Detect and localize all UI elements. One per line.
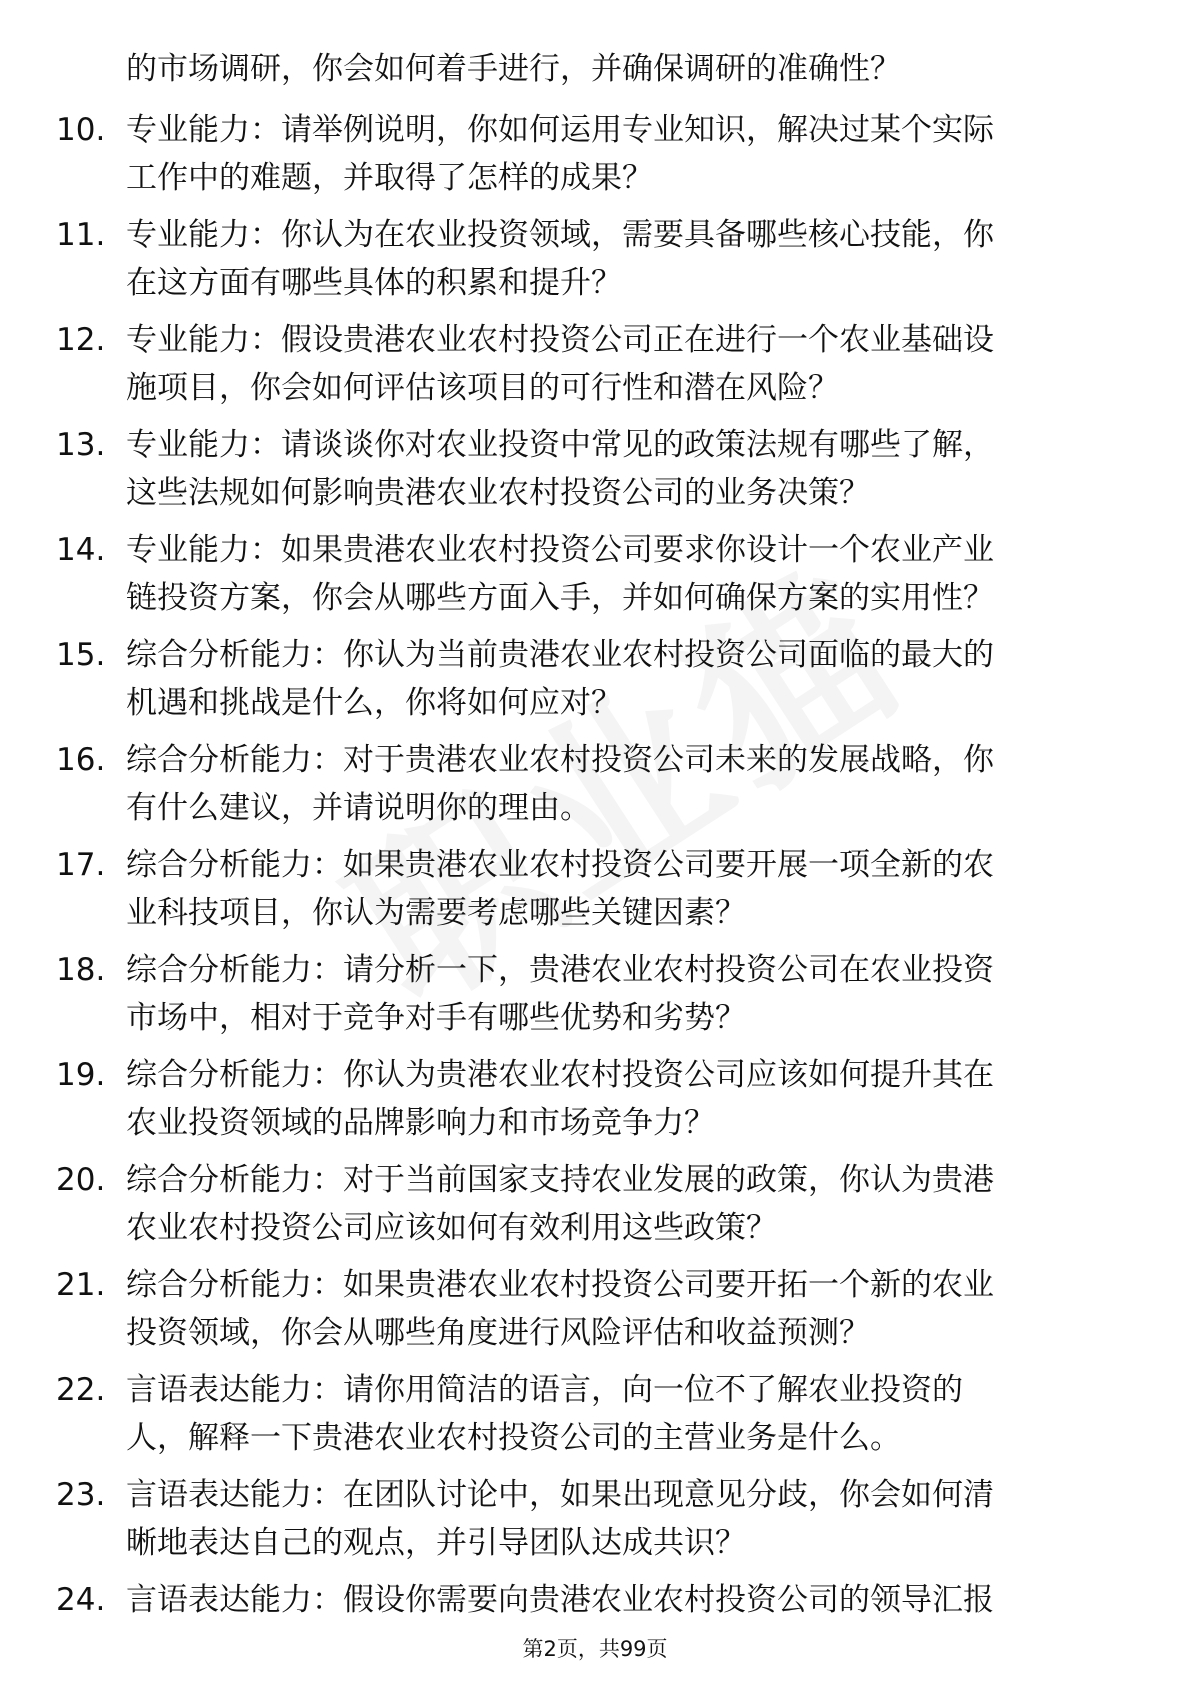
question-item-10 xyxy=(0,106,1190,211)
question-number: 13. xyxy=(56,427,106,463)
question-item-24 xyxy=(0,1576,1190,1681)
question-item-18 xyxy=(0,946,1190,1051)
question-line: 言语表达能力：在团队讨论中，如果出现意见分歧，你会如何清 xyxy=(126,1477,994,1513)
question-line: 人，解释一下贵港农业农村投资公司的主营业务是什么。 xyxy=(126,1420,901,1456)
question-number: 17. xyxy=(56,847,106,883)
continuation-line: 的市场调研，你会如何着手进行，并确保调研的准确性？ xyxy=(126,51,901,87)
question-item-16 xyxy=(0,736,1190,841)
question-line: 农业投资领域的品牌影响力和市场竞争力？ xyxy=(126,1105,715,1141)
question-list xyxy=(0,106,1190,1681)
question-item-22 xyxy=(0,1366,1190,1471)
question-text xyxy=(126,421,1116,517)
question-number: 15. xyxy=(56,637,106,673)
question-item-14 xyxy=(0,526,1190,631)
question-number: 20. xyxy=(56,1162,106,1198)
question-number: 14. xyxy=(56,532,106,568)
question-line: 专业能力：请举例说明，你如何运用专业知识，解决过某个实际 xyxy=(126,112,994,148)
question-line: 专业能力：请谈谈你对农业投资中常见的政策法规有哪些了解， xyxy=(126,427,994,463)
question-item-23 xyxy=(0,1471,1190,1576)
question-line: 综合分析能力：如果贵港农业农村投资公司要开拓一个新的农业 xyxy=(126,1267,994,1303)
question-item-12 xyxy=(0,316,1190,421)
question-line: 综合分析能力：你认为贵港农业农村投资公司应该如何提升其在 xyxy=(126,1057,994,1093)
question-item-13 xyxy=(0,421,1190,526)
question-number: 11. xyxy=(56,217,106,253)
question-line: 专业能力：假设贵港农业农村投资公司正在进行一个农业基础设 xyxy=(126,322,994,358)
question-line: 言语表达能力：假设你需要向贵港农业农村投资公司的领导汇报 xyxy=(126,1582,994,1618)
question-text xyxy=(126,631,1116,727)
question-line: 综合分析能力：对于贵港农业农村投资公司未来的发展战略，你 xyxy=(126,742,994,778)
question-text xyxy=(126,1156,1116,1252)
question-item-15 xyxy=(0,631,1190,736)
question-line: 综合分析能力：对于当前国家支持农业发展的政策，你认为贵港 xyxy=(126,1162,994,1198)
question-line: 言语表达能力：请你用简洁的语言，向一位不了解农业投资的 xyxy=(126,1372,963,1408)
question-line: 业科技项目，你认为需要考虑哪些关键因素？ xyxy=(126,895,746,931)
question-line: 农业农村投资公司应该如何有效利用这些政策？ xyxy=(126,1210,777,1246)
page-footer: 第2页，共99页 xyxy=(522,1637,668,1661)
question-number: 19. xyxy=(56,1057,106,1093)
question-text xyxy=(126,1051,1116,1147)
question-item-20 xyxy=(0,1156,1190,1261)
question-number: 16. xyxy=(56,742,106,778)
question-line: 这些法规如何影响贵港农业农村投资公司的业务决策？ xyxy=(126,475,870,511)
question-text xyxy=(126,1366,1116,1462)
question-text xyxy=(126,106,1116,202)
question-line: 市场中，相对于竞争对手有哪些优势和劣势？ xyxy=(126,1000,746,1036)
question-line: 综合分析能力：你认为当前贵港农业农村投资公司面临的最大的 xyxy=(126,637,994,673)
question-line: 投资领域，你会从哪些角度进行风险评估和收益预测？ xyxy=(126,1315,870,1351)
question-text xyxy=(126,736,1116,832)
question-line: 链投资方案，你会从哪些方面入手，并如何确保方案的实用性？ xyxy=(126,580,994,616)
question-item-17 xyxy=(0,841,1190,946)
question-line: 施项目，你会如何评估该项目的可行性和潜在风险？ xyxy=(126,370,839,406)
question-line: 机遇和挑战是什么，你将如何应对？ xyxy=(126,685,622,721)
question-line: 专业能力：如果贵港农业农村投资公司要求你设计一个农业产业 xyxy=(126,532,994,568)
question-number: 23. xyxy=(56,1477,106,1513)
question-text xyxy=(126,1576,1116,1624)
question-number: 21. xyxy=(56,1267,106,1303)
question-text xyxy=(126,1471,1116,1567)
question-text xyxy=(126,316,1116,412)
question-line: 专业能力：你认为在农业投资领域，需要具备哪些核心技能，你 xyxy=(126,217,994,253)
question-number: 24. xyxy=(56,1582,106,1618)
question-text xyxy=(126,211,1116,307)
question-line: 工作中的难题，并取得了怎样的成果？ xyxy=(126,160,653,196)
question-line: 有什么建议，并请说明你的理由。 xyxy=(126,790,591,826)
question-line: 综合分析能力：请分析一下，贵港农业农村投资公司在农业投资 xyxy=(126,952,994,988)
question-text xyxy=(126,841,1116,937)
question-line: 在这方面有哪些具体的积累和提升？ xyxy=(126,265,622,301)
question-number: 10. xyxy=(56,112,106,148)
question-item-21 xyxy=(0,1261,1190,1366)
question-item-19 xyxy=(0,1051,1190,1156)
question-number: 18. xyxy=(56,952,106,988)
question-text xyxy=(126,1261,1116,1357)
question-line: 综合分析能力：如果贵港农业农村投资公司要开展一项全新的农 xyxy=(126,847,994,883)
question-number: 22. xyxy=(56,1372,106,1408)
question-number: 12. xyxy=(56,322,106,358)
question-text xyxy=(126,526,1116,622)
question-text xyxy=(126,946,1116,1042)
question-line: 晰地表达自己的观点，并引导团队达成共识？ xyxy=(126,1525,746,1561)
question-item-11 xyxy=(0,211,1190,316)
